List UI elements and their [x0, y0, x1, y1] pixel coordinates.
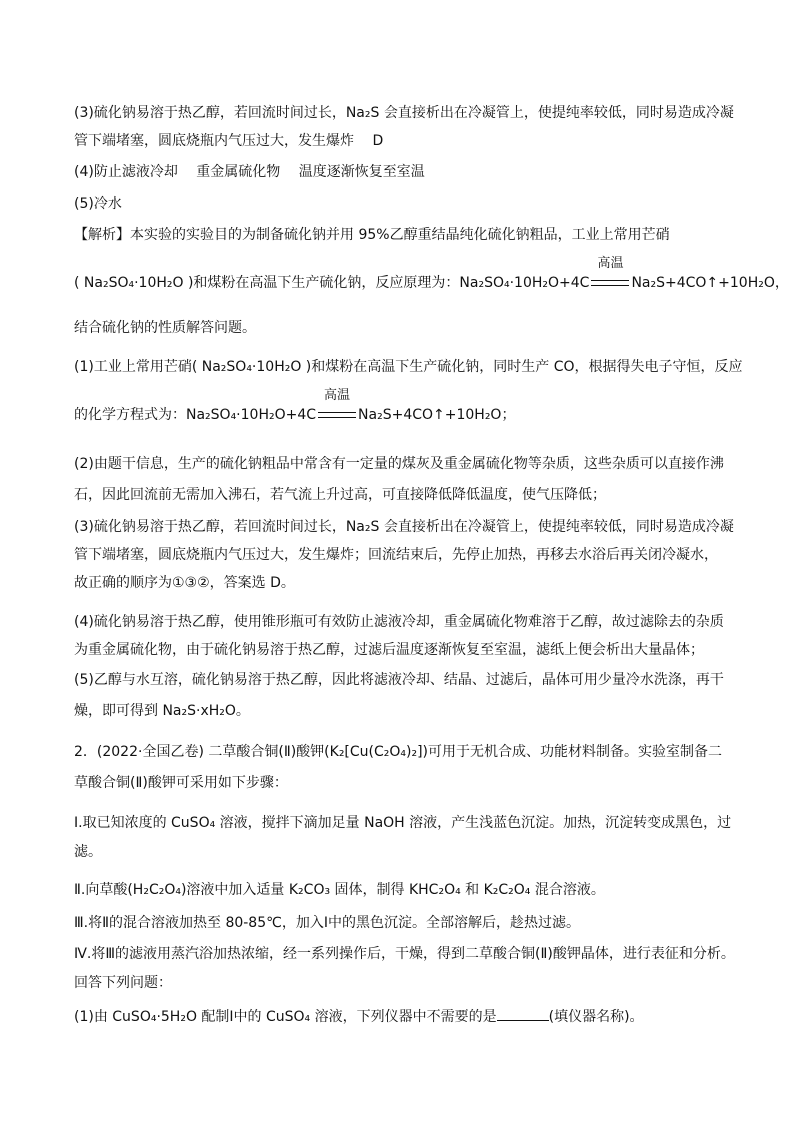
answer-line-4: (4)防止滤液冷却 重金属硫化物 温度逐渐恢复至室温: [74, 164, 425, 180]
equals-sign: [318, 412, 356, 418]
sub-question-1-hint: (填仪器名称)。: [548, 1009, 644, 1025]
step-1a: Ⅰ.取已知浓度的 CuSO₄ 溶液，搅拌下滴加足量 NaOH 溶液，产生浅蓝色沉淀。加热，沉淀转变成黑色，过: [74, 815, 732, 831]
question-2-stem-a: 2．(2022·全国乙卷) 二草酸合铜(Ⅱ)酸钾(K₂[Cu(C₂O₄)₂])可用于无机合成、功能材料制备。实验室制备二: [74, 744, 723, 760]
answer-prompt: 回答下列问题：: [74, 975, 172, 991]
reaction-condition-1: [591, 256, 629, 293]
analysis-3b: 管下端堵塞，圆底烧瓶内气压过大，发生爆炸；回流结束后，先停止加热，再移去水浴后再关闭冷凝水，: [74, 547, 718, 563]
analysis-line: 结合硫化钠的性质解答问题。: [74, 320, 256, 336]
condition-label: 高温: [324, 388, 351, 403]
equals-sign: [591, 280, 629, 286]
answer-blank[interactable]: [497, 1006, 549, 1021]
reaction-line-1: [74, 256, 789, 293]
question-2-stem-b: 草酸合铜(Ⅱ)酸钾可采用如下步骤：: [74, 775, 288, 791]
step-1b: 滤。: [74, 844, 102, 860]
analysis-2a: (2)由题干信息，生产的硫化钠粗品中常含有一定量的煤灰及重金属硫化物等杂质，这些杂质可以直接作沸: [74, 456, 724, 472]
analysis-3c: 故正确的顺序为①③②，答案选 D。: [74, 575, 295, 591]
reaction-2-reactants: 的化学方程式为：Na₂SO₄·10H₂O+4C: [74, 407, 317, 423]
condition-label: 高温: [597, 256, 624, 271]
reaction-1-reactants: ( Na₂SO₄·10H₂O )和煤粉在高温下生产硫化钠，反应原理为：Na₂SO₄·10H₂O+4C: [74, 275, 590, 291]
analysis-3a: (3)硫化钠易溶于热乙醇，若回流时间过长，Na₂S 会直接析出在冷凝管上，使提纯率较低，同时易造成冷凝: [74, 519, 734, 535]
step-3: Ⅲ.将Ⅱ的混合溶液加热至 80-85℃，加入Ⅰ中的黑色沉淀。全部溶解后，趁热过滤。: [74, 915, 580, 931]
analysis-4b: 为重金属硫化物，由于硫化钠易溶于热乙醇，过滤后温度逐渐恢复至室温，滤纸上便会析出大量晶体；: [74, 642, 704, 658]
step-4: Ⅳ.将Ⅲ的滤液用蒸汽浴加热浓缩，经一系列操作后，干燥，得到二草酸合铜(Ⅱ)酸钾晶体，进行表征和分析。: [74, 946, 735, 962]
analysis-5a: (5)乙醇与水互溶，硫化钠易溶于热乙醇，因此将滤液冷却、结晶、过滤后，晶体可用少量冷水洗涤，再干: [74, 672, 724, 688]
analysis-5b: 燥，即可得到 Na₂S·xH₂O。: [74, 703, 250, 719]
answer-line-5: (5)冷水: [74, 196, 122, 212]
reaction-1-products: Na₂S+4CO↑+10H₂O，: [631, 275, 789, 291]
answer-line-3a: (3)硫化钠易溶于热乙醇，若回流时间过长，Na₂S 会直接析出在冷凝管上，使提纯率较低，同时易造成冷凝: [74, 105, 734, 121]
analysis-4a: (4)硫化钠易溶于热乙醇，使用锥形瓶可有效防止滤液冷却，重金属硫化物难溶于乙醇，故过滤除去的杂质: [74, 614, 724, 630]
step-2: Ⅱ.向草酸(H₂C₂O₄)溶液中加入适量 K₂CO₃ 固体，制得 KHC₂O₄ 和 K₂C₂O₄ 混合溶液。: [74, 882, 605, 898]
analysis-2b: 石，因此回流前无需加入沸石，若气流上升过高，可直接降低降低温度，使气压降低；: [74, 487, 606, 503]
answer-line-3b: 管下端堵塞，圆底烧瓶内气压过大，发生爆炸 D: [74, 133, 384, 149]
reaction-condition-2: [318, 388, 356, 425]
reaction-line-2: [74, 388, 724, 425]
sub-question-1: [74, 1006, 724, 1027]
sub-question-1-text: (1)由 CuSO₄·5H₂O 配制Ⅰ中的 CuSO₄ 溶液，下列仪器中不需要的是: [74, 1009, 497, 1025]
analysis-intro: 【解析】本实验的实验目的为制备硫化钠并用 95%乙醇重结晶纯化硫化钠粗品，工业上常用芒硝: [74, 227, 670, 243]
reaction-2-products: Na₂S+4CO↑+10H₂O；: [358, 407, 516, 423]
analysis-1: (1)工业上常用芒硝( Na₂SO₄·10H₂O )和煤粉在高温下生产硫化钠，同时生产 CO，根据得失电子守恒，反应: [74, 359, 743, 375]
